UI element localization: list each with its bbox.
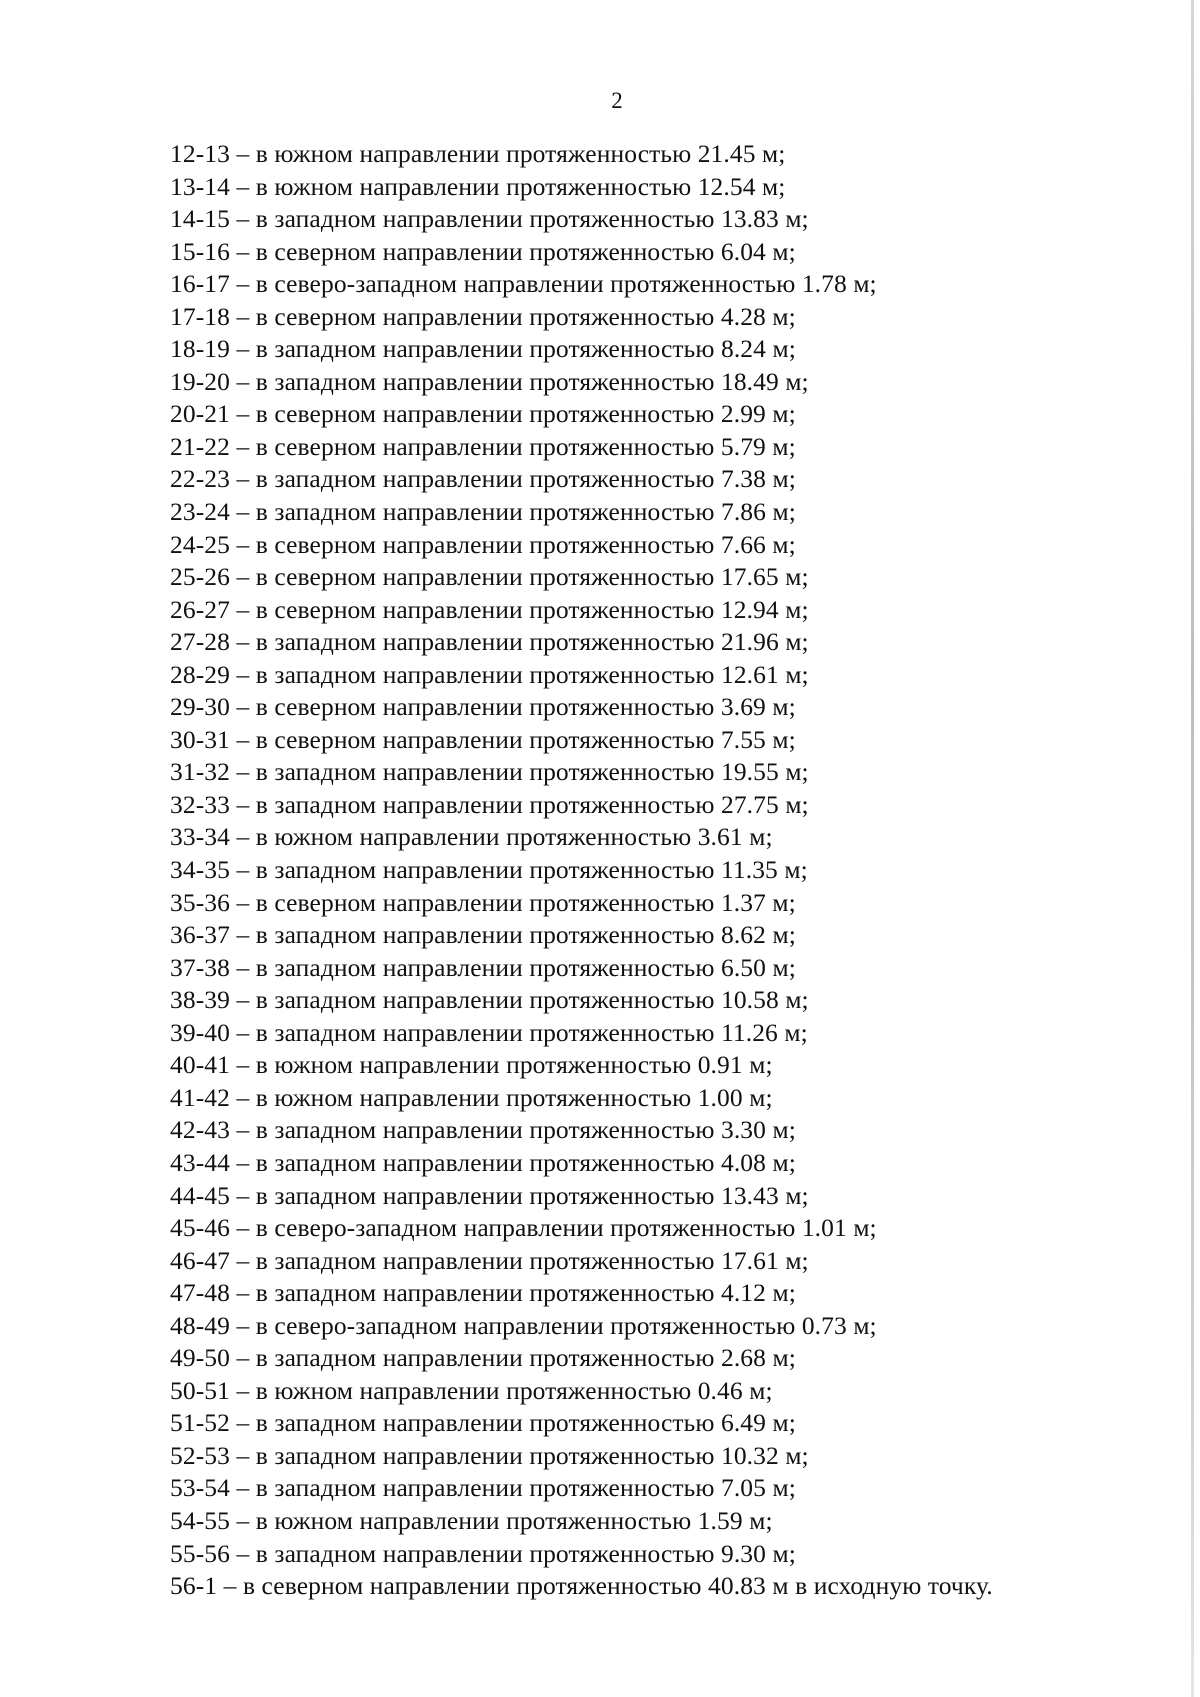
page-number: 2 xyxy=(611,88,623,113)
boundary-segment-line: 30-31 – в северном направлении протяженностью 7.55 м; xyxy=(170,724,796,754)
boundary-segment-line: 36-37 – в западном направлении протяженностью 8.62 м; xyxy=(170,920,796,950)
boundary-segment-line: 28-29 – в западном направлении протяженностью 12.61 м; xyxy=(170,659,809,689)
boundary-segment-line: 42-43 – в западном направлении протяженностью 3.30 м; xyxy=(170,1115,796,1145)
boundary-segment-line: 18-19 – в западном направлении протяженностью 8.24 м; xyxy=(170,334,796,364)
boundary-segment-line: 27-28 – в западном направлении протяженностью 21.96 м; xyxy=(170,627,809,657)
boundary-segment-line: 19-20 – в западном направлении протяженностью 18.49 м; xyxy=(170,366,809,396)
boundary-segment-line: 54-55 – в южном направлении протяженностью 1.59 м; xyxy=(170,1505,773,1535)
boundary-segment-line: 44-45 – в западном направлении протяженностью 13.43 м; xyxy=(170,1180,809,1210)
boundary-segment-line: 49-50 – в западном направлении протяженностью 2.68 м; xyxy=(170,1343,796,1373)
boundary-segment-line: 51-52 – в западном направлении протяженностью 6.49 м; xyxy=(170,1408,796,1438)
boundary-segment-line: 20-21 – в северном направлении протяженностью 2.99 м; xyxy=(170,399,796,429)
boundary-segment-line: 31-32 – в западном направлении протяженностью 19.55 м; xyxy=(170,757,809,787)
boundary-segment-line: 53-54 – в западном направлении протяженностью 7.05 м; xyxy=(170,1473,796,1503)
boundary-segment-line: 25-26 – в северном направлении протяженностью 17.65 м; xyxy=(170,562,809,592)
boundary-segment-line: 13-14 – в южном направлении протяженностью 12.54 м; xyxy=(170,171,786,201)
boundary-segment-line: 43-44 – в западном направлении протяженностью 4.08 м; xyxy=(170,1147,796,1177)
boundary-segment-line: 21-22 – в северном направлении протяженностью 5.79 м; xyxy=(170,431,796,461)
boundary-segment-line: 46-47 – в западном направлении протяженностью 17.61 м; xyxy=(170,1245,809,1275)
boundary-segment-line: 26-27 – в северном направлении протяженностью 12.94 м; xyxy=(170,594,809,624)
boundary-segment-line: 29-30 – в северном направлении протяженностью 3.69 м; xyxy=(170,692,796,722)
boundary-segment-line: 22-23 – в западном направлении протяженностью 7.38 м; xyxy=(170,464,796,494)
boundary-segment-line: 39-40 – в западном направлении протяженностью 11.26 м; xyxy=(170,1017,808,1047)
boundary-segment-line: 23-24 – в западном направлении протяженностью 7.86 м; xyxy=(170,497,796,527)
boundary-segment-line: 32-33 – в западном направлении протяженностью 27.75 м; xyxy=(170,789,809,819)
boundary-segment-line: 48-49 – в северо-западном направлении протяженностью 0.73 м; xyxy=(170,1310,877,1340)
boundary-segment-line: 52-53 – в западном направлении протяженностью 10.32 м; xyxy=(170,1440,809,1470)
boundary-segment-line: 17-18 – в северном направлении протяженностью 4.28 м; xyxy=(170,301,796,331)
boundary-segment-line: 40-41 – в южном направлении протяженностью 0.91 м; xyxy=(170,1050,773,1080)
boundary-segment-line: 24-25 – в северном направлении протяженностью 7.66 м; xyxy=(170,529,796,559)
boundary-segment-line: 35-36 – в северном направлении протяженностью 1.37 м; xyxy=(170,887,796,917)
boundary-segment-line: 34-35 – в западном направлении протяженностью 11.35 м; xyxy=(170,855,808,885)
boundary-segment-line: 37-38 – в западном направлении протяженностью 6.50 м; xyxy=(170,952,796,982)
boundary-segment-line: 38-39 – в западном направлении протяженностью 10.58 м; xyxy=(170,985,809,1015)
boundary-segment-line: 15-16 – в северном направлении протяженностью 6.04 м; xyxy=(170,236,796,266)
boundary-segment-line: 45-46 – в северо-западном направлении протяженностью 1.01 м; xyxy=(170,1213,877,1243)
boundary-segment-line: 47-48 – в западном направлении протяженностью 4.12 м; xyxy=(170,1278,796,1308)
boundary-segment-line: 33-34 – в южном направлении протяженностью 3.61 м; xyxy=(170,822,773,852)
boundary-description-list xyxy=(170,138,1110,1603)
boundary-segment-line: 12-13 – в южном направлении протяженностью 21.45 м; xyxy=(170,139,786,168)
boundary-segment-line: 41-42 – в южном направлении протяженностью 1.00 м; xyxy=(170,1082,773,1112)
boundary-segment-line: 56-1 – в северном направлении протяженностью 40.83 м в исходную точку. xyxy=(170,1571,993,1601)
boundary-segment-line: 14-15 – в западном направлении протяженностью 13.83 м; xyxy=(170,204,809,234)
boundary-segment-line: 55-56 – в западном направлении протяженностью 9.30 м; xyxy=(170,1538,796,1568)
scan-edge-shadow xyxy=(1191,0,1194,1697)
boundary-segment-line: 16-17 – в северо-западном направлении протяженностью 1.78 м; xyxy=(170,269,877,299)
boundary-segment-line: 50-51 – в южном направлении протяженностью 0.46 м; xyxy=(170,1375,773,1405)
